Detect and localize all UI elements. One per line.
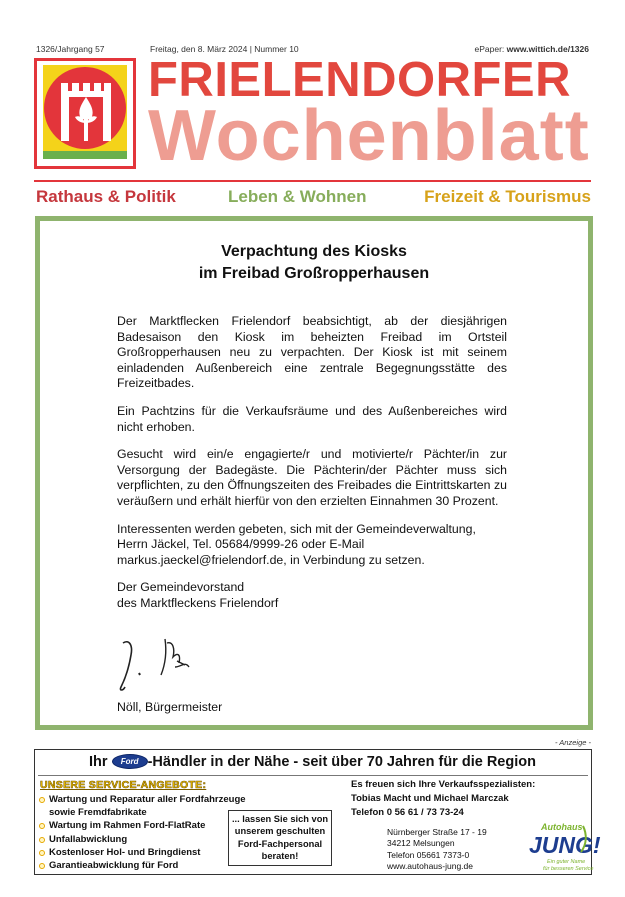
contact-line: Herrn Jäckel, Tel. 05684/9999-26 oder E-Mail <box>117 537 365 552</box>
section-freizeit-tourismus[interactable]: Freizeit & Tourismus <box>424 187 591 206</box>
ad-headline-pre: Ihr <box>89 754 108 770</box>
list-item: Wartung im Rahmen Ford-FlatRate <box>38 819 246 832</box>
advice-box <box>228 810 332 866</box>
list-item: Unfallabwicklung <box>38 833 246 846</box>
dealer-address <box>387 827 487 873</box>
newspaper-title-top: FRIELENDORFER <box>148 53 571 107</box>
epaper-url[interactable]: www.wittich.de/1326 <box>506 44 589 54</box>
ford-dealer-ad[interactable] <box>34 749 601 875</box>
closing-line: des Marktfleckens Frielendorf <box>117 595 279 610</box>
logo-top-text: Autohaus <box>541 822 583 832</box>
notice-closing <box>117 580 507 611</box>
services-list <box>38 793 246 872</box>
newspaper-title-bottom: Wochenblatt <box>148 96 590 176</box>
notice-paragraph: Ein Pachtzins für die Verkaufsräume und des Außenbereiches wird nicht erhoben. <box>117 403 507 434</box>
signer-name: Nöll, Bürgermeister <box>117 700 223 714</box>
closing-line: Der Gemeindevorstand <box>117 580 245 595</box>
logo-tagline-1: Ein guter Name <box>547 859 586 865</box>
notice-title-line1: Verpachtung des Kiosks <box>221 243 407 260</box>
bullet-icon <box>39 837 45 843</box>
section-leben-wohnen[interactable]: Leben & Wohnen <box>228 187 367 206</box>
advice-line: unserem geschulten <box>234 826 326 837</box>
sales-team <box>351 778 535 820</box>
ad-headline-post: -Händler in der Nähe - seit über 70 Jahren für die Region <box>147 754 536 770</box>
advice-line: beraten! <box>261 851 299 862</box>
masthead-divider <box>34 180 591 182</box>
list-item: Garantieabwicklung für Ford <box>38 859 246 872</box>
address-line: Nürnberger Straße 17 - 19 <box>387 827 487 837</box>
ford-logo-icon: Ford <box>112 754 148 769</box>
notice-paragraph: Gesucht wird ein/e engagierte/r und motivierte/r Pächter/in zur Versorgung der Badegäste. Die Pächterin/der Pächter muss sich verpflichten, zu den Öffnungszeiten des Freibades die Eintrittskarten zu veräußern und erhält hierfür von den erzielten Einnahmen 30 Prozent. <box>117 447 507 508</box>
coat-of-arms <box>34 58 136 169</box>
issue-date: Freitag, den 8. März 2024 | Nummer 10 <box>150 44 299 54</box>
ad-divider <box>38 775 588 776</box>
bullet-icon <box>39 850 45 856</box>
dealer-website[interactable]: www.autohaus-jung.de <box>387 861 474 872</box>
issue-info: 1326/Jahrgang 57 <box>36 44 105 54</box>
team-line: Es freuen sich Ihre Verkaufsspezialisten: <box>351 779 536 790</box>
castle-crest-icon <box>37 61 133 166</box>
list-item: Wartung und Reparatur aller Fordfahrzeuge <box>38 793 246 806</box>
bullet-icon <box>39 863 45 869</box>
kiosk-notice <box>35 216 593 730</box>
bullet-icon <box>39 797 45 803</box>
notice-title <box>40 241 588 285</box>
address-line: Telefon 05661 7373-0 <box>387 849 470 860</box>
ad-headline <box>35 754 590 770</box>
list-item: Kostenloser Hol- und Bringdienst <box>38 846 246 859</box>
section-rathaus-politik[interactable]: Rathaus & Politik <box>36 187 176 206</box>
logo-main-text: JUNG! <box>529 832 601 858</box>
notice-body <box>117 314 507 616</box>
contact-line: markus.jaeckel@frielendorf.de, in Verbindung zu setzen. <box>117 552 425 567</box>
address-line: 34212 Melsungen <box>387 838 455 849</box>
notice-title-line2: im Freibad Großropperhausen <box>198 265 430 282</box>
advice-line: Ford-Fachpersonal <box>237 838 323 849</box>
team-line: Tobias Macht und Michael Marczak <box>351 793 509 804</box>
bullet-icon <box>39 823 45 829</box>
ad-label: - Anzeige - <box>555 738 591 747</box>
services-title: UNSERE SERVICE-ANGEBOTE: <box>40 779 207 791</box>
epaper-label: ePaper: <box>474 44 505 54</box>
advice-line: ... lassen Sie sich von <box>231 814 329 824</box>
team-phone: Telefon 0 56 61 / 73 73-24 <box>351 807 464 818</box>
notice-contact <box>117 522 507 569</box>
list-item: sowie Fremdfabrikate <box>49 807 147 819</box>
autohaus-jung-logo[interactable] <box>503 820 601 874</box>
contact-line: Interessenten werden gebeten, sich mit der Gemeindeverwaltung, <box>117 521 476 536</box>
logo-tagline-2: für besseren Service <box>543 866 594 872</box>
notice-paragraph: Der Marktflecken Frielendorf beabsichtigt, ab der diesjährigen Badesaison den Kiosk im beheizten Freibad im Ortsteil Großropperhausen neu zu verpachten. Der Kiosk ist mit seinem einladenden Außenbereich eine zentrale Begegnungsstätte des Freizeitbades. <box>117 314 507 391</box>
signature-icon <box>115 631 215 693</box>
